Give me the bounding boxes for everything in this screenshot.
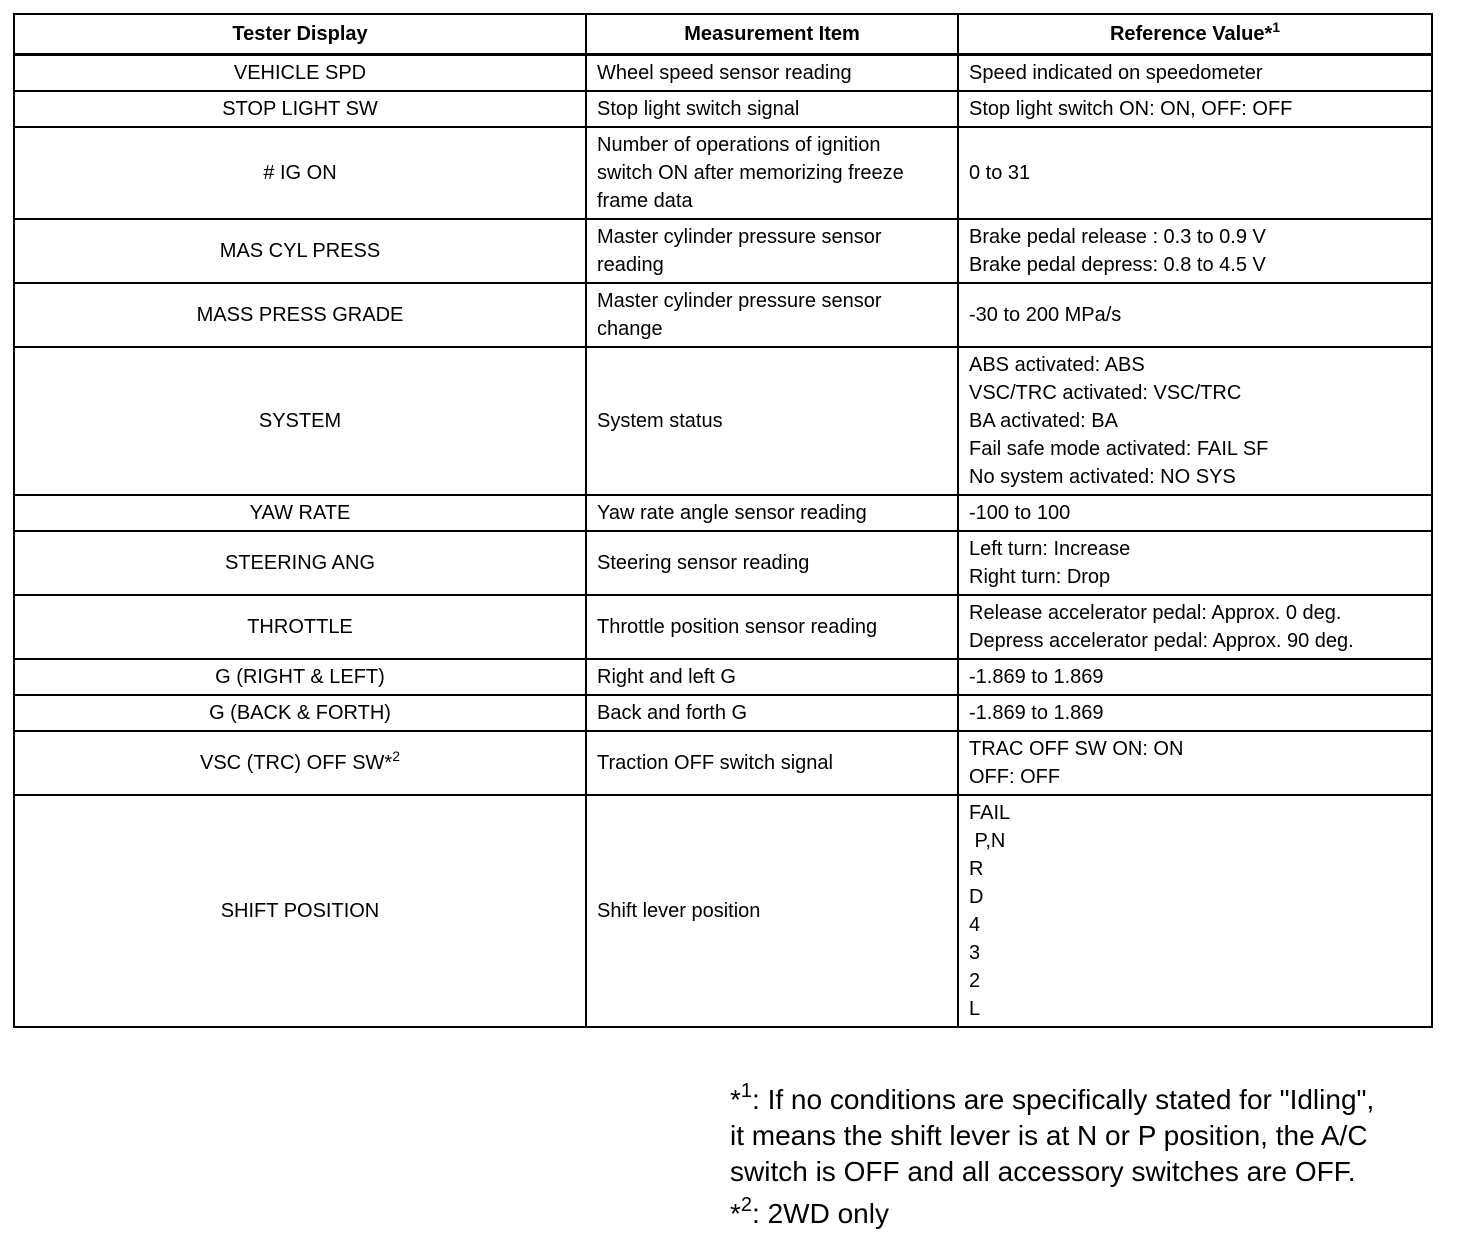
- reference-value-text: D: [969, 886, 984, 908]
- reference-value-text: Depress accelerator pedal: Approx. 90 deg.: [969, 630, 1354, 652]
- table-row: [14, 283, 1432, 347]
- reference-value-text: -100 to 100: [969, 502, 1071, 524]
- table-row: [14, 795, 1432, 1027]
- footnote-star: *: [730, 1084, 741, 1115]
- measurement-item-text: Right and left G: [597, 666, 736, 688]
- header-reference-value: Reference Value*$^1$: [958, 14, 1432, 55]
- header-tester-display: Tester Display: [14, 14, 586, 55]
- footnote-star: *: [730, 1198, 741, 1229]
- measurement-item-cell: [586, 219, 958, 283]
- table-header-row: [14, 14, 1432, 55]
- tester-display-cell: [14, 531, 586, 595]
- table-row: [14, 127, 1432, 219]
- tester-display-cell: [14, 659, 586, 695]
- reference-value-text: No system activated: NO SYS: [969, 466, 1236, 488]
- measurement-item-text: switch ON after memorizing freeze: [597, 162, 904, 184]
- reference-value-text: P,N: [969, 830, 1006, 852]
- measurement-item-cell: [586, 531, 958, 595]
- tester-display-cell: [14, 347, 586, 495]
- reference-value-cell: [958, 495, 1432, 531]
- reference-value-text: Speed indicated on speedometer: [969, 62, 1263, 84]
- tester-display-cell: [14, 219, 586, 283]
- measurement-item-text: Traction OFF switch signal: [597, 752, 833, 774]
- measurement-item-text: Number of operations of ignition: [597, 134, 881, 156]
- tester-display-cell: [14, 595, 586, 659]
- measurement-item-cell: [586, 795, 958, 1027]
- reference-value-cell: [958, 531, 1432, 595]
- reference-value-text: 0 to 31: [969, 162, 1031, 184]
- measurement-item-cell: [586, 127, 958, 219]
- reference-value-text: 4: [969, 914, 981, 936]
- reference-value-cell: [958, 659, 1432, 695]
- reference-value-text: -30 to 200 MPa/s: [969, 304, 1122, 326]
- footnote-text: switch is OFF and all accessory switches are OFF.: [730, 1156, 1356, 1187]
- tester-display-cell: [14, 731, 586, 795]
- reference-value-cell: [958, 595, 1432, 659]
- reference-value-text: OFF: OFF: [969, 766, 1061, 788]
- reference-value-cell: [958, 731, 1432, 795]
- reference-value-text: VSC/TRC activated: VSC/TRC: [969, 382, 1242, 404]
- reference-value-cell: [958, 695, 1432, 731]
- tester-display-cell: [14, 91, 586, 127]
- table-row: [14, 695, 1432, 731]
- measurement-item-cell: [586, 347, 958, 495]
- reference-value-text: R: [969, 858, 984, 880]
- tester-display-label: THROTTLE: [247, 616, 353, 638]
- table-row: [14, 531, 1432, 595]
- measurement-item-cell: [586, 91, 958, 127]
- reference-value-cell: [958, 55, 1432, 92]
- reference-value-text: Brake pedal release : 0.3 to 0.9 V: [969, 226, 1266, 248]
- footnote-mark: 2: [392, 748, 401, 764]
- measurement-item-text: Throttle position sensor reading: [597, 616, 878, 638]
- footnote-mark: 1: [740, 1080, 753, 1102]
- reference-value-text: Stop light switch ON: ON, OFF: OFF: [969, 98, 1293, 120]
- reference-value-text: Left turn: Increase: [969, 538, 1131, 560]
- footnote-text: it means the shift lever is at N or P position, the A/C: [730, 1120, 1368, 1151]
- header-measurement-item: Measurement Item: [586, 14, 958, 55]
- reference-value-cell: [958, 127, 1432, 219]
- footnote-star: *: [384, 752, 393, 774]
- tester-display-label: G (RIGHT & LEFT): [215, 666, 385, 688]
- reference-value-cell: [958, 219, 1432, 283]
- measurement-item-cell: [586, 695, 958, 731]
- table-row: [14, 55, 1432, 92]
- footnotes: [730, 1082, 1450, 1238]
- tester-display-label: G (BACK & FORTH): [209, 702, 391, 724]
- tester-display-label: # IG ON: [263, 162, 337, 184]
- measurement-item-text: Shift lever position: [597, 900, 761, 922]
- footnote-separator: :: [752, 1084, 768, 1115]
- measurement-item-cell: [586, 283, 958, 347]
- tester-display-cell: [14, 283, 586, 347]
- footnote: [730, 1082, 1450, 1190]
- table-row: [14, 219, 1432, 283]
- footnote-separator: :: [752, 1198, 768, 1229]
- reference-value-cell: [958, 91, 1432, 127]
- measurement-item-text: Steering sensor reading: [597, 552, 810, 574]
- reference-value-text: -1.869 to 1.869: [969, 702, 1104, 724]
- footnote-star: *: [1264, 23, 1273, 45]
- reference-value-text: TRAC OFF SW ON: ON: [969, 738, 1184, 760]
- measurement-item-cell: [586, 731, 958, 795]
- reference-value-cell: [958, 795, 1432, 1027]
- reference-value-text: Fail safe mode activated: FAIL SF: [969, 438, 1269, 460]
- tester-display-cell: [14, 127, 586, 219]
- reference-value-text: 3: [969, 942, 981, 964]
- reference-value-text: FAIL: [969, 802, 1011, 824]
- tester-display-label: SHIFT POSITION: [220, 900, 380, 922]
- measurement-item-text: Master cylinder pressure sensor: [597, 290, 882, 312]
- footnote: [730, 1196, 1450, 1232]
- reference-value-text: 2: [969, 970, 981, 992]
- measurement-item-text: Back and forth G: [597, 702, 748, 724]
- measurement-item-cell: [586, 495, 958, 531]
- tester-display-cell: [14, 55, 586, 92]
- tester-display-cell: [14, 695, 586, 731]
- reference-value-text: Release accelerator pedal: Approx. 0 deg.: [969, 602, 1342, 624]
- measurement-item-text: Yaw rate angle sensor reading: [597, 502, 867, 524]
- measurement-item-cell: [586, 595, 958, 659]
- tester-display-label: VSC (TRC) OFF SW: [199, 752, 385, 774]
- footnote-mark: 2: [740, 1194, 753, 1216]
- reference-value-cell: [958, 283, 1432, 347]
- table-row: [14, 347, 1432, 495]
- reference-value-text: Right turn: Drop: [969, 566, 1111, 588]
- measurement-item-text: Master cylinder pressure sensor: [597, 226, 882, 248]
- measurement-item-text: change: [597, 318, 663, 340]
- tester-display-label: VEHICLE SPD: [233, 62, 367, 84]
- table-row: [14, 495, 1432, 531]
- table-row: [14, 659, 1432, 695]
- measurement-item-text: System status: [597, 410, 723, 432]
- table-row: [14, 595, 1432, 659]
- measurement-item-text: reading: [597, 254, 664, 276]
- reference-value-text: ABS activated: ABS: [969, 354, 1145, 376]
- footnote-mark: 1: [1272, 19, 1281, 35]
- tester-display-label: MAS CYL PRESS: [219, 240, 381, 262]
- reference-value-cell: [958, 347, 1432, 495]
- tester-display-label: STOP LIGHT SW: [222, 98, 378, 120]
- data-list-table: [13, 13, 1433, 1028]
- measurement-item-cell: [586, 659, 958, 695]
- tester-display-label: YAW RATE: [249, 502, 351, 524]
- footnote-text: 2WD only: [767, 1198, 889, 1229]
- tester-display-label: SYSTEM: [258, 410, 342, 432]
- reference-value-text: L: [969, 998, 981, 1020]
- tester-display-cell: [14, 795, 586, 1027]
- table-row: [14, 731, 1432, 795]
- tester-display-label: MASS PRESS GRADE: [196, 304, 404, 326]
- measurement-item-text: Wheel speed sensor reading: [597, 62, 852, 84]
- table-row: [14, 91, 1432, 127]
- reference-value-text: -1.869 to 1.869: [969, 666, 1104, 688]
- tester-display-cell: [14, 495, 586, 531]
- footnote-text: If no conditions are specifically stated for "Idling",: [767, 1084, 1375, 1115]
- measurement-item-text: frame data: [597, 190, 693, 212]
- measurement-item-cell: [586, 55, 958, 92]
- measurement-item-text: Stop light switch signal: [597, 98, 800, 120]
- reference-value-text: BA activated: BA: [969, 410, 1118, 432]
- tester-display-label: STEERING ANG: [224, 552, 376, 574]
- reference-value-text: Brake pedal depress: 0.8 to 4.5 V: [969, 254, 1266, 276]
